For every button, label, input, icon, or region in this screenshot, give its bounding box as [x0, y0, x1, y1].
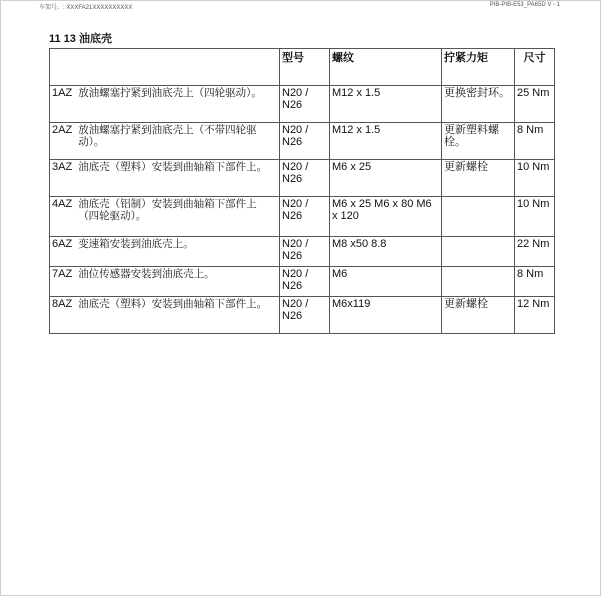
row-bolt: M6 x 25 M6 x 80 M6 x 120	[330, 197, 442, 237]
row-code: 1AZ	[52, 87, 73, 99]
row-model: N20 / N26	[280, 123, 330, 160]
row-description: 放油螺塞拧紧到油底壳上（四轮驱动）。	[78, 87, 262, 99]
column-header-tightening: 拧紧力矩	[442, 49, 515, 86]
row-model: N20 / N26	[280, 160, 330, 197]
row-code: 6AZ	[52, 238, 73, 250]
row-tightening	[442, 267, 515, 297]
table-row	[50, 197, 555, 237]
row-description: 变速箱安装到油底壳上。	[78, 238, 194, 250]
row-tightening: 更新螺栓	[442, 160, 515, 197]
row-size: 10 Nm	[515, 197, 555, 237]
row-bolt: M6 x 25	[330, 160, 442, 197]
row-bolt: M6x119	[330, 297, 442, 334]
table-header-row	[50, 49, 555, 86]
column-header-model: 型号	[280, 49, 330, 86]
row-code: 2AZ	[52, 124, 73, 136]
row-model: N20 / N26	[280, 297, 330, 334]
row-tightening: 更新塑料螺栓。	[442, 123, 515, 160]
row-tightening	[442, 237, 515, 267]
row-tightening	[442, 197, 515, 237]
row-bolt: M12 x 1.5	[330, 86, 442, 123]
vin-header: 车架号。: XXXFA21XXXXXXXXXX	[39, 5, 133, 11]
table-row	[50, 160, 555, 197]
column-header-size: 尺寸	[515, 49, 555, 86]
row-description: 油底壳（塑料）安装到曲轴箱下部件上。	[78, 161, 268, 173]
section-title: 11 13 油底壳	[49, 33, 112, 45]
row-bolt: M8 x50 8.8	[330, 237, 442, 267]
row-model: N20 / N26	[280, 267, 330, 297]
row-model: N20 / N26	[280, 86, 330, 123]
table-row	[50, 237, 555, 267]
row-size: 25 Nm	[515, 86, 555, 123]
row-description: 油位传感器安装到油底壳上。	[78, 268, 215, 280]
row-code: 8AZ	[52, 298, 73, 310]
table-row	[50, 86, 555, 123]
row-model: N20 / N26	[280, 197, 330, 237]
torque-spec-table	[49, 48, 555, 334]
table-row	[50, 267, 555, 297]
row-size: 10 Nm	[515, 160, 555, 197]
row-size: 22 Nm	[515, 237, 555, 267]
table-row	[50, 297, 555, 334]
row-tightening: 更换密封环。	[442, 86, 515, 123]
row-code: 3AZ	[52, 161, 73, 173]
table-row	[50, 123, 555, 160]
column-header-description	[50, 49, 280, 86]
row-tightening: 更新螺栓	[442, 297, 515, 334]
row-size: 8 Nm	[515, 267, 555, 297]
column-header-bolt: 螺纹	[330, 49, 442, 86]
row-code: 4AZ	[52, 198, 73, 210]
row-description: 放油螺塞拧紧到油底壳上（不带四轮驱动）。	[78, 124, 257, 148]
row-size: 12 Nm	[515, 297, 555, 334]
row-model: N20 / N26	[280, 237, 330, 267]
row-description: 油底壳（塑料）安装到曲轴箱下部件上。	[78, 298, 268, 310]
row-bolt: M12 x 1.5	[330, 123, 442, 160]
row-description: 油底壳（铝制）安装到曲轴箱下部件上（四轮驱动）。	[78, 198, 257, 222]
document-id-header: PIB-PIB-E53_PA65D V - 1	[489, 2, 560, 8]
row-bolt: M6	[330, 267, 442, 297]
row-size: 8 Nm	[515, 123, 555, 160]
row-code: 7AZ	[52, 268, 73, 280]
